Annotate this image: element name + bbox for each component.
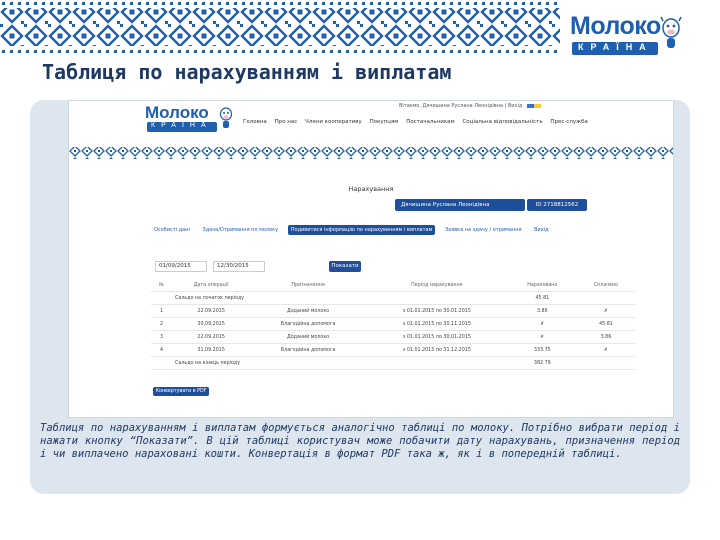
cell-accrued: ✗ (508, 331, 577, 344)
cell-accrued: 3.86 (508, 305, 577, 318)
table-row (151, 305, 635, 318)
cell-date: 22.09.2015 (172, 305, 250, 318)
embroidery-ornament (69, 145, 673, 161)
member-id-badge: ID 2718812562 (527, 199, 587, 211)
cell-purpose: Доданий молоко (250, 305, 366, 318)
cell-accrued: 333.75 (508, 344, 577, 357)
brand-logo-band: КРАЇНА (572, 42, 658, 55)
embroidery-ornament (0, 0, 560, 56)
closing-balance-label: Сальдо на кінець періоду (172, 357, 508, 370)
tab-personal-data[interactable]: Особисті дані (154, 227, 190, 233)
nav-item[interactable]: Прес-служба (550, 119, 588, 125)
cell-paid: 3.86 (577, 331, 635, 344)
table-row (151, 318, 635, 331)
cell-number: 1 (151, 305, 172, 318)
cell-number: 3 (151, 331, 172, 344)
user-greeting: Вітаємо, Дячишина Руслана Леонідівна | Вихід (399, 103, 523, 109)
language-flags-icon[interactable] (527, 104, 541, 108)
cell-period: з 01.01.2015 по 30.01.2015 (366, 331, 508, 344)
column-header: Призначення (250, 279, 366, 292)
show-button[interactable]: Показати (329, 261, 361, 272)
table-row (151, 344, 635, 357)
brand-logo (568, 12, 688, 58)
nav-item[interactable]: Постачальникам (406, 119, 455, 125)
cell-paid: ✗ (577, 305, 635, 318)
tab-request[interactable]: Заявка на здачу / отримання (444, 227, 522, 233)
date-from-input[interactable]: 01/09/2015 (155, 261, 207, 272)
nav-item[interactable]: Члени кооперативу (305, 119, 362, 125)
cell-number: 2 (151, 318, 172, 331)
cell-period: з 01.01.2015 по 30.01.2015 (366, 305, 508, 318)
table-header-row (151, 279, 635, 292)
column-header: Дата операції (172, 279, 250, 292)
opening-balance-label: Сальдо на початок періоду (172, 292, 508, 305)
slide-caption: Таблиця по нарахуванням і виплатам формується аналогічно таблиці по молоку. Потрібно вибрати період і нажати кнопку “Показати”. В цій таблиці користувач може побачити дату нарахувань, призначення період і чи виплачено нараховані кошти. Конвертація в формат PDF така ж, як і в попередній таблиці. (40, 422, 680, 460)
nav-item[interactable]: Про нас (274, 119, 298, 125)
cell-accrued: ✗ (508, 318, 577, 331)
date-to-input[interactable]: 12/30/2015 (213, 261, 265, 272)
tab-milk-delivery[interactable]: Здача/Отримання по молоку (202, 227, 279, 233)
opening-balance-value: 45.81 (508, 292, 577, 305)
website-screenshot (68, 100, 674, 418)
cow-mascot-icon (660, 16, 682, 50)
cell-paid: 45.81 (577, 318, 635, 331)
page-heading: Нарахування (348, 185, 394, 193)
tab-logout[interactable]: Вихід (534, 227, 549, 233)
closing-balance-row (151, 357, 635, 370)
cow-mascot-icon (219, 106, 233, 130)
nav-item[interactable]: Головна (243, 119, 267, 125)
column-header: Період нарахування (366, 279, 508, 292)
opening-balance-row (151, 292, 635, 305)
cell-purpose: Доданий молоко (250, 331, 366, 344)
convert-pdf-button[interactable]: Конвертувати в PDF (153, 387, 209, 396)
member-name-badge: Дячишина Руслана Леонідівна (395, 199, 525, 211)
nav-item[interactable]: Покупцям (369, 119, 399, 125)
account-tabs (151, 225, 557, 235)
tab-accruals-payments[interactable]: Подивитися інформацію по нарахуванням і виплатам (288, 225, 436, 235)
cell-purpose: Благодійна допомога (250, 344, 366, 357)
brand-logo-word: Молоко (570, 12, 661, 40)
cell-date: 30.09.2015 (172, 318, 250, 331)
cell-paid: ✗ (577, 344, 635, 357)
accruals-table (151, 279, 635, 370)
cell-purpose: Благодійна допомога (250, 318, 366, 331)
closing-balance-value: 382.79 (508, 357, 577, 370)
column-header: Нараховано (508, 279, 577, 292)
user-bar (399, 103, 541, 109)
column-header: Сплачено (577, 279, 635, 292)
cell-date: 31.09.2015 (172, 344, 250, 357)
table-row (151, 331, 635, 344)
column-header: № (151, 279, 172, 292)
cell-period: з 01.01.2015 по 31.12.2015 (366, 344, 508, 357)
cell-number: 4 (151, 344, 172, 357)
cell-period: з 01.01.2015 по 30.11.2015 (366, 318, 508, 331)
site-logo[interactable]: Молоко КРАЇНА (145, 105, 237, 133)
main-nav (243, 119, 594, 125)
cell-date: 22.09.2015 (172, 331, 250, 344)
slide-title: Таблиця по нарахуванням і виплатам (42, 60, 452, 84)
nav-item[interactable]: Соціальна відповідальність (462, 119, 543, 125)
